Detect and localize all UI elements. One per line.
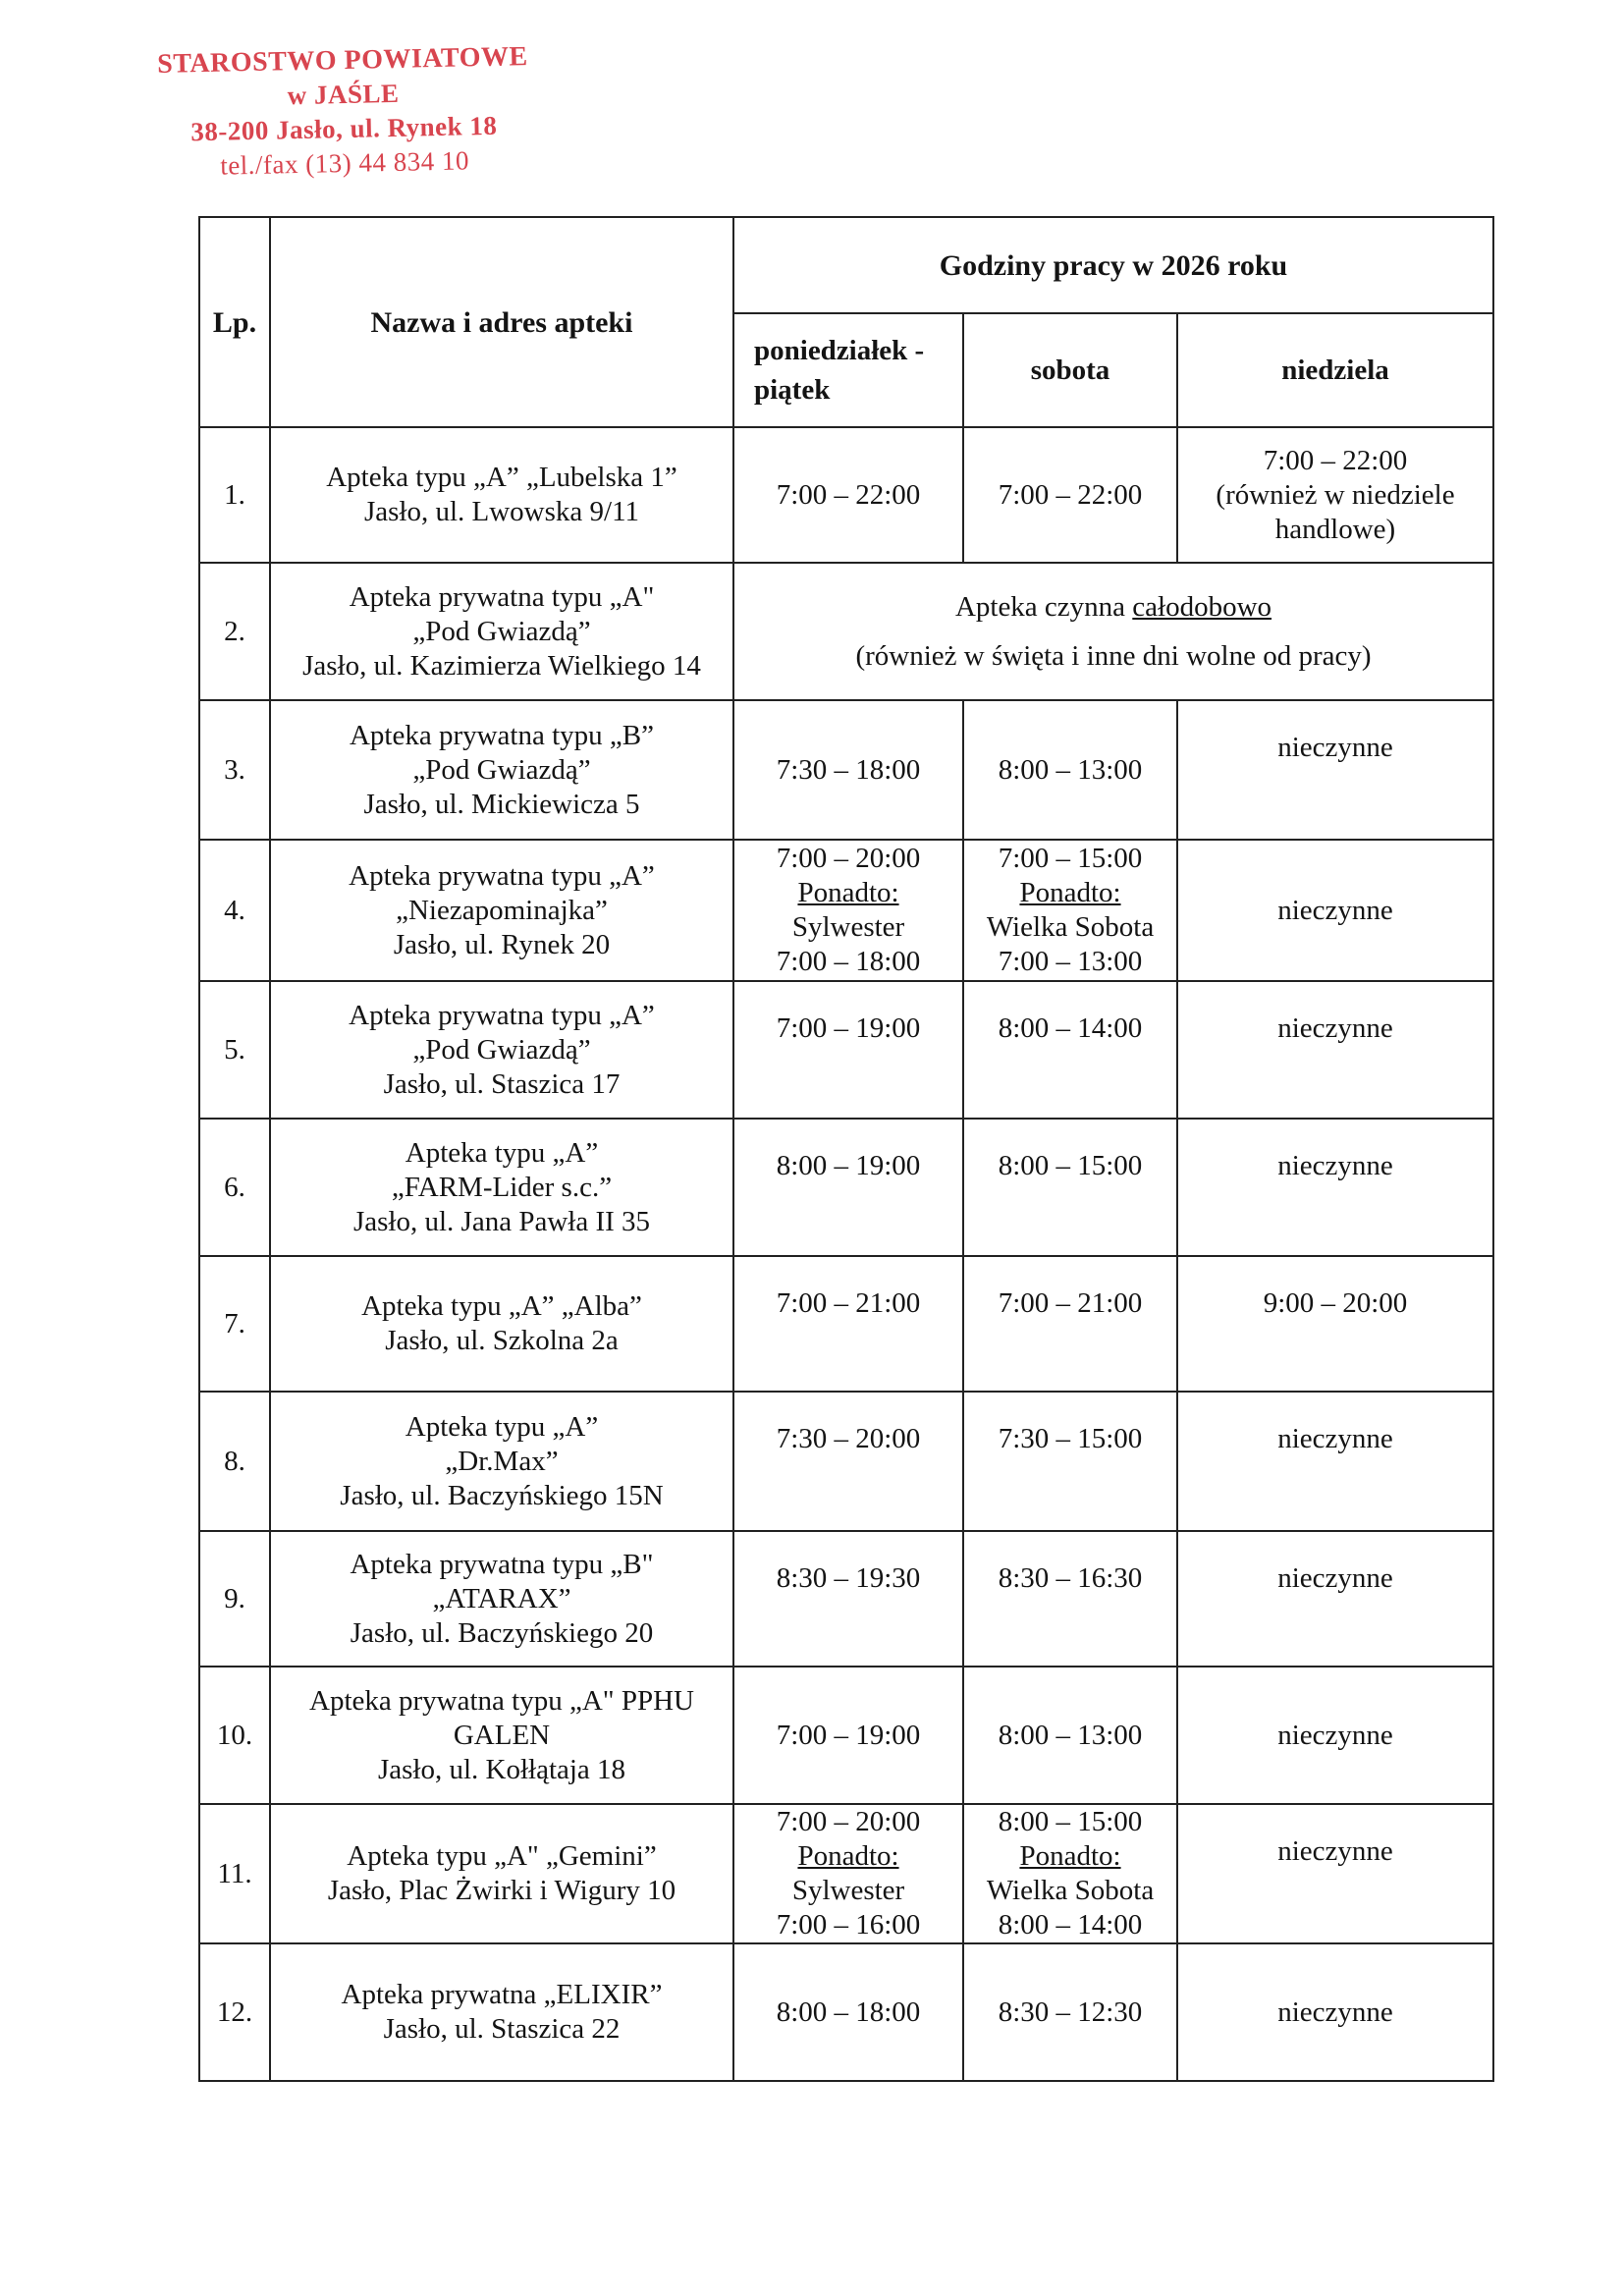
pharmacy-name-address [270, 1667, 733, 1804]
table-row [199, 1531, 1493, 1667]
hours-value: nieczynne [1277, 1719, 1393, 1751]
table-row [199, 427, 1493, 563]
hours-value: 8:00 – 13:00 [998, 753, 1143, 786]
row-number: 5. [199, 981, 270, 1119]
hours-saturday [963, 981, 1177, 1119]
name-line: Apteka prywatna typu „B" [350, 1548, 654, 1580]
name-line: „Niezapominajka” [396, 894, 608, 926]
address-line: Jasło, ul. Mickiewicza 5 [363, 788, 640, 820]
address-line: Jasło, ul. Baczyńskiego 15N [340, 1479, 664, 1511]
hours-saturday [963, 427, 1177, 563]
hours-saturday [963, 1531, 1177, 1667]
name-line: „Dr.Max” [445, 1445, 559, 1477]
name-line: „Pod Gwiazdą” [412, 753, 591, 786]
hours-weekdays [733, 1531, 963, 1667]
name-line: Apteka typu „A” „Alba” [361, 1290, 642, 1322]
hours-extra-value: 7:00 – 18:00 [776, 946, 921, 977]
address-line: Jasło, ul. Szkolna 2a [385, 1325, 619, 1356]
hours-extra-value: 7:00 – 16:00 [776, 1909, 921, 1941]
stamp-line-address: 38-200 Jasło, ul. Rynek 18 [190, 110, 498, 147]
hours-weekdays [733, 840, 963, 981]
table-row [199, 1256, 1493, 1392]
hours-sunday [1177, 1392, 1493, 1531]
hours-extra-day: Sylwester [791, 1875, 905, 1906]
row-number: 9. [199, 1531, 270, 1667]
row-number: 6. [199, 1119, 270, 1256]
pharmacy-name-address [270, 1531, 733, 1667]
name-line: Apteka prywatna typu „A” [349, 999, 655, 1031]
row-number: 10. [199, 1667, 270, 1804]
hours-value: 7:00 – 19:00 [776, 1012, 921, 1044]
address-line: Jasło, ul. Staszica 17 [383, 1067, 621, 1100]
hours-extra-day: Wielka Sobota [986, 911, 1155, 943]
hours-value: 7:00 – 22:00 [776, 478, 921, 511]
header-weekdays-line2: piątek [754, 374, 831, 406]
header-saturday: sobota [963, 313, 1177, 427]
table-row [199, 1804, 1493, 1943]
address-line: Jasło, ul. Rynek 20 [393, 928, 611, 960]
hours-weekdays [733, 1392, 963, 1531]
pharmacy-name-address [270, 840, 733, 981]
hours-weekdays [733, 1943, 963, 2081]
hours-sunday [1177, 1943, 1493, 2081]
address-line: Jasło, ul. Kazimierza Wielkiego 14 [302, 649, 701, 682]
hours-value: 7:00 – 21:00 [776, 1287, 921, 1319]
hours-value: nieczynne [1277, 1012, 1393, 1044]
hours-value: 7:00 – 20:00 [776, 843, 921, 874]
hours-value: nieczynne [1277, 894, 1393, 926]
hours-value: 9:00 – 20:00 [1263, 1287, 1408, 1319]
hours-extra-day: Wielka Sobota [986, 1875, 1155, 1906]
address-line: Jasło, ul. Jana Pawła II 35 [352, 1205, 651, 1237]
hours-extra-value: 8:00 – 14:00 [998, 1909, 1143, 1941]
hours-value: nieczynne [1277, 1423, 1393, 1454]
pharmacy-name-address [270, 427, 733, 563]
name-line: „Pod Gwiazdą” [412, 1033, 591, 1066]
address-line: Jasło, ul. Kołłątaja 18 [377, 1753, 626, 1785]
pharmacy-name-address [270, 563, 733, 700]
hours-weekdays [733, 1256, 963, 1392]
hours-value: 8:00 – 19:00 [776, 1150, 921, 1181]
hours-value: 8:00 – 13:00 [998, 1719, 1143, 1751]
office-stamp [146, 39, 542, 185]
hours-extra-value: 7:00 – 13:00 [998, 946, 1143, 977]
table-row [199, 563, 1493, 700]
hours-value: 7:30 – 15:00 [998, 1423, 1143, 1454]
hours-note: (również w niedziele [1216, 478, 1455, 511]
hours-weekdays [733, 1804, 963, 1943]
hours-weekdays [733, 981, 963, 1119]
row-number: 7. [199, 1256, 270, 1392]
hours-sunday [1177, 1804, 1493, 1943]
stamp-line-office: STAROSTWO POWIATOWE [156, 41, 528, 80]
hours-saturday [963, 700, 1177, 840]
address-line: Jasło, ul. Staszica 22 [383, 2013, 621, 2045]
hours-extra-day: Sylwester [791, 911, 905, 943]
hours-weekdays [733, 1119, 963, 1256]
hours-saturday [963, 1256, 1177, 1392]
hours-value: 7:00 – 19:00 [776, 1719, 921, 1751]
hours-value: 7:00 – 22:00 [1263, 444, 1408, 476]
pharmacy-name-address [270, 1119, 733, 1256]
allday-note: (również w święta i inne dni wolne od pracy) [855, 640, 1372, 672]
name-line: Apteka typu „A" „Gemini” [347, 1840, 657, 1872]
hours-value: 8:30 – 12:30 [998, 1995, 1143, 2028]
header-weekdays [733, 313, 963, 427]
hours-value: 8:00 – 15:00 [998, 1150, 1143, 1181]
hours-value: nieczynne [1277, 1995, 1393, 2028]
name-line: Apteka prywatna typu „A" [349, 580, 655, 613]
hours-saturday [963, 1804, 1177, 1943]
hours-value: nieczynne [1277, 1150, 1393, 1181]
name-line: Apteka prywatna typu „B” [349, 719, 655, 751]
table-row [199, 700, 1493, 840]
hours-sunday [1177, 981, 1493, 1119]
table-row [199, 1943, 1493, 2081]
hours-sunday [1177, 1119, 1493, 1256]
row-number: 2. [199, 563, 270, 700]
hours-extra-label: Ponadto: [797, 1840, 899, 1872]
hours-sunday [1177, 840, 1493, 981]
name-line: „ATARAX” [432, 1582, 571, 1614]
address-line: Jasło, ul. Baczyńskiego 20 [350, 1616, 654, 1649]
hours-saturday [963, 1392, 1177, 1531]
hours-value: 7:00 – 21:00 [998, 1287, 1143, 1319]
hours-note: handlowe) [1274, 513, 1396, 545]
header-sunday: niedziela [1177, 313, 1493, 427]
pharmacy-name-address [270, 1804, 733, 1943]
pharmacy-name-address [270, 1256, 733, 1392]
hours-value: nieczynne [1277, 1562, 1393, 1594]
header-weekdays-line1: poniedziałek - [754, 335, 925, 366]
hours-value: 8:30 – 19:30 [776, 1562, 921, 1594]
hours-sunday [1177, 427, 1493, 563]
pharmacy-name-address [270, 700, 733, 840]
address-line: Jasło, ul. Lwowska 9/11 [363, 496, 640, 527]
table-row [199, 1667, 1493, 1804]
hours-value: 7:00 – 20:00 [776, 1806, 921, 1837]
header-name: Nazwa i adres apteki [270, 217, 733, 427]
hours-saturday [963, 1667, 1177, 1804]
name-line: Apteka prywatna „ELIXIR” [341, 1979, 663, 2010]
hours-weekdays [733, 700, 963, 840]
hours-value: 8:30 – 16:30 [998, 1562, 1143, 1594]
pharmacy-hours-table [198, 216, 1494, 2082]
name-line: Apteka typu „A” „Lubelska 1” [326, 462, 677, 493]
hours-value: 8:00 – 15:00 [998, 1806, 1143, 1837]
table-row [199, 981, 1493, 1119]
hours-value: 8:00 – 18:00 [776, 1995, 921, 2028]
pharmacy-name-address [270, 1392, 733, 1531]
stamp-line-city: w JAŚLE [287, 78, 400, 111]
row-number: 12. [199, 1943, 270, 2081]
allday-line [734, 582, 1492, 631]
hours-extra-label: Ponadto: [1019, 877, 1121, 908]
name-line: Apteka typu „A” [405, 1136, 599, 1169]
row-number: 4. [199, 840, 270, 981]
table-row [199, 840, 1493, 981]
hours-saturday [963, 840, 1177, 981]
hours-saturday [963, 1119, 1177, 1256]
header-hours-group: Godziny pracy w 2026 roku [733, 217, 1493, 313]
allday-underlined: całodobowo [1132, 591, 1272, 623]
hours-saturday [963, 1943, 1177, 2081]
hours-all-day [733, 563, 1493, 700]
row-number: 11. [199, 1804, 270, 1943]
hours-value: 7:30 – 20:00 [776, 1423, 921, 1454]
stamp-line-phone: tel./fax (13) 44 834 10 [219, 145, 470, 181]
row-number: 1. [199, 427, 270, 563]
header-lp: Lp. [199, 217, 270, 427]
address-line: Jasło, Plac Żwirki i Wigury 10 [327, 1875, 676, 1906]
hours-extra-label: Ponadto: [1019, 1840, 1121, 1872]
pharmacy-name-address [270, 981, 733, 1119]
hours-sunday [1177, 1531, 1493, 1667]
name-line: Apteka prywatna typu „A” [349, 859, 655, 892]
name-line: „FARM-Lider s.c.” [391, 1171, 613, 1203]
hours-value: nieczynne [1277, 732, 1393, 763]
pharmacy-name-address [270, 1943, 733, 2081]
hours-sunday [1177, 1667, 1493, 1804]
hours-value: 7:00 – 22:00 [998, 478, 1143, 511]
hours-sunday [1177, 1256, 1493, 1392]
hours-value: 7:00 – 15:00 [998, 843, 1143, 874]
hours-weekdays [733, 427, 963, 563]
hours-extra-label: Ponadto: [797, 877, 899, 908]
name-line: Apteka prywatna typu „A" PPHU [309, 1684, 694, 1717]
hours-value: 8:00 – 14:00 [998, 1012, 1143, 1044]
hours-value: nieczynne [1277, 1835, 1393, 1867]
allday-prefix: Apteka czynna [954, 591, 1133, 623]
hours-weekdays [733, 1667, 963, 1804]
hours-value: 7:30 – 18:00 [776, 753, 921, 786]
name-line: „Pod Gwiazdą” [412, 615, 591, 647]
table-row [199, 1119, 1493, 1256]
name-line: GALEN [453, 1719, 551, 1751]
name-line: Apteka typu „A” [405, 1410, 599, 1443]
row-number: 8. [199, 1392, 270, 1531]
row-number: 3. [199, 700, 270, 840]
table-row [199, 1392, 1493, 1531]
hours-sunday [1177, 700, 1493, 840]
